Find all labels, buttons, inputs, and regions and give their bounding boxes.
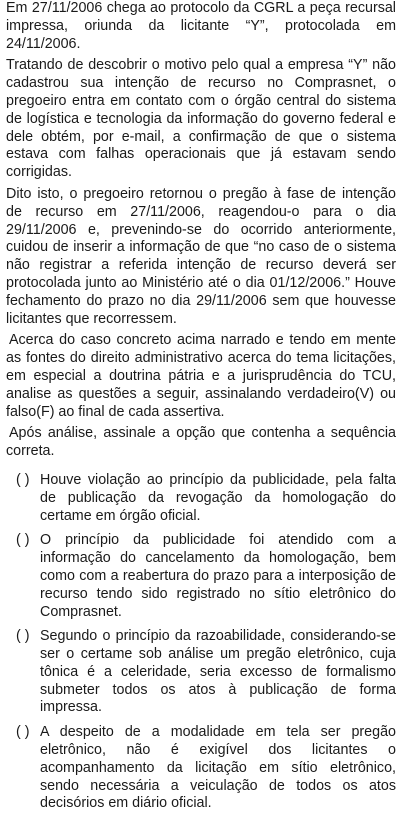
- assertion-item: [6, 628, 396, 717]
- assertion-item: [6, 724, 396, 813]
- true-false-marker[interactable]: ( ): [16, 724, 30, 741]
- assertion-text: A despeito de a modalidade em tela ser pregão eletrônico, não é exigível dos licitantes o acompanhamento da licitação em sítio eletrônico, sendo necessária a veiculação de todos os atos decisórios em diário oficial.: [40, 724, 396, 812]
- true-false-marker[interactable]: ( ): [16, 471, 30, 488]
- assertion-item: [6, 532, 396, 621]
- true-false-marker[interactable]: ( ): [16, 532, 30, 549]
- paragraph-protocol: Em 27/11/2006 chega ao protocolo da CGRL a peça recursal impressa, oriunda da licitante “Y”, protocolada em 24/11/2006.: [6, 0, 396, 52]
- assertion-text: Segundo o princípio da razoabilidade, considerando-se ser o certame sob análise um pregão eletrônico, cuja tônica é a celeridade, seria excesso de formalismo submeter todos os atos à publicação de forma impressa.: [40, 628, 396, 716]
- assertion-text: O princípio da publicidade foi atendido com a informação do cancelamento da homologação, bem como com a reabertura do prazo para a interposição de recurso tendo sido registrado no sítio eletrônico do Comprasnet.: [40, 532, 396, 620]
- assertion-list: [6, 472, 396, 813]
- paragraph-reschedule: Dito isto, o pregoeiro retornou o pregão à fase de intenção de recurso em 27/11/2006, reagendou-o para o dia 29/11/2006 e, prevenindo-se do ocorrido anteriormente, cuidou de inserir a informação de que “no caso de o sistema não registrar a referida intenção de recurso deverá ser protocolada junto ao Ministério até o dia 01/12/2006.” Houve fechamento do prazo no dia 29/11/2006 sem que houvesse licitantes que recorressem.: [6, 185, 396, 327]
- paragraph-select-option: Após análise, assinale a opção que contenha a sequência correta.: [6, 425, 396, 460]
- paragraph-instructions: Acerca do caso concreto acima narrado e tendo em mente as fontes do direito administrativo acerca do tema licitações, em especial a doutrina pátria e a jurisprudência do TCU, analise as questões a seguir, assinalando verdadeiro(V) ou falso(F) ao final de cada assertiva.: [6, 332, 396, 420]
- paragraph-investigation: Tratando de descobrir o motivo pelo qual a empresa “Y” não cadastrou sua intenção de recurso no Comprasnet, o pregoeiro entra em contato com o órgão central do sistema de logística e tecnologia da informação do governo federal e dele obtém, por e-mail, a confirmação de que o sistema estava com falhas operacionais que já estavam sendo corrigidas.: [6, 57, 396, 181]
- true-false-marker[interactable]: ( ): [16, 628, 30, 645]
- assertion-item: [6, 472, 396, 525]
- assertion-text: Houve violação ao princípio da publicidade, pela falta de publicação da revogação da homologação do certame em órgão oficial.: [40, 471, 396, 524]
